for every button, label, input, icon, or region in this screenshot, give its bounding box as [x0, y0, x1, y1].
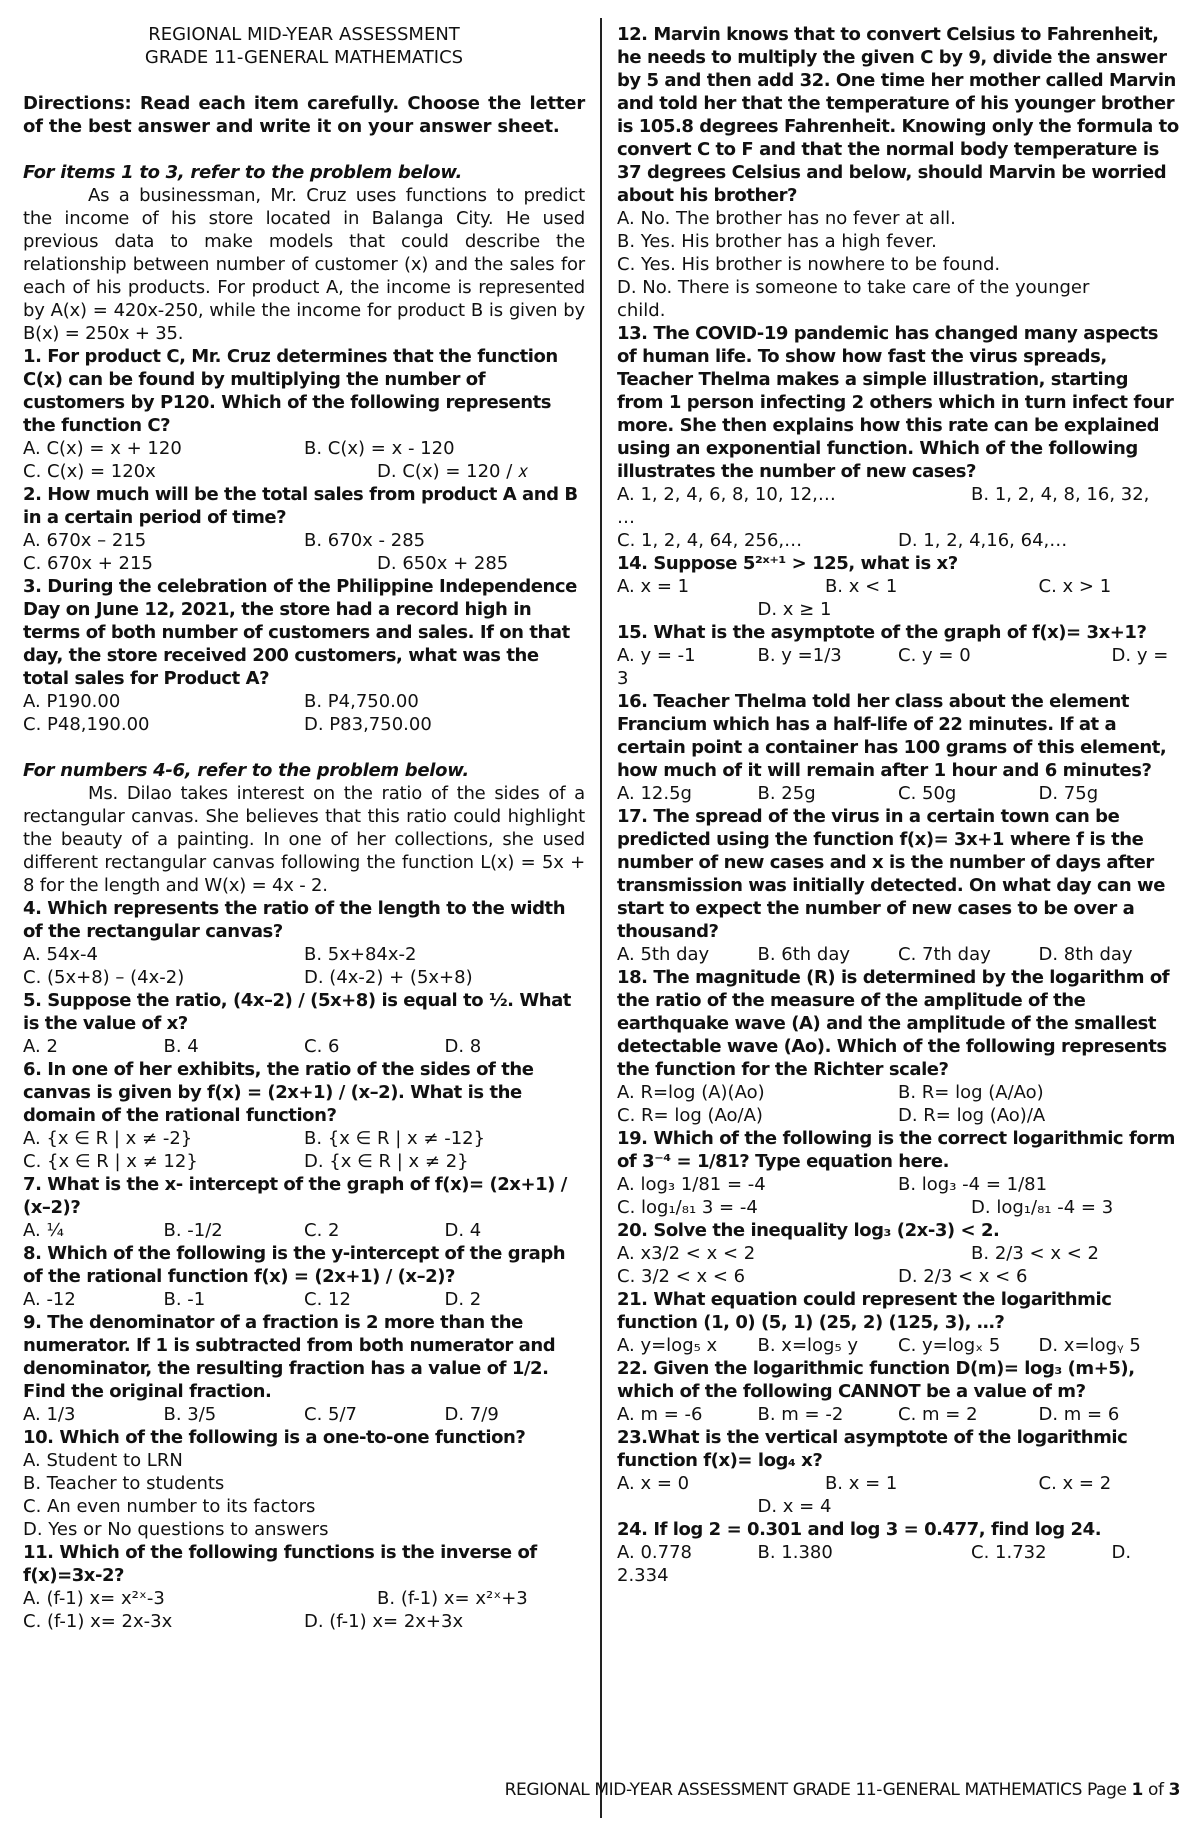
- question-2-choice: B. 670x - 285: [304, 530, 426, 551]
- question-21-choice: C. y=logₓ 5: [898, 1335, 1001, 1356]
- question-14-choice: C. x > 1: [1038, 576, 1112, 597]
- choice-row: [617, 207, 1179, 230]
- question-13-choice: D. 1, 2, 4,16, 64,…: [898, 530, 1068, 551]
- question-19-stem: 19. Which of the following is the correct logarithmic form of 3⁻⁴ = 1/81? Type equation here.: [617, 1128, 1175, 1172]
- question-4-choice: C. (5x+8) – (4x-2): [23, 967, 185, 988]
- question-22-choice: D. m = 6: [1038, 1404, 1120, 1425]
- question-17-choice: A. 5th day: [617, 944, 710, 965]
- choice-row: [23, 966, 585, 989]
- question-12-choice: D. No. There is someone to take care of the younger: [617, 277, 1090, 298]
- question-6-choice: C. {x ∈ R | x ≠ 12}: [23, 1151, 198, 1172]
- question-22-stem: 22. Given the logarithmic function D(m)= log₃ (m+5), which of the following CANNOT be a value of m?: [617, 1358, 1135, 1402]
- question-19-choice: C. log₁/₈₁ 3 = -4: [617, 1197, 758, 1218]
- choice-row: [617, 598, 1179, 621]
- question-7-stem: 7. What is the x- intercept of the graph of f(x)= (2x+1) / (x–2)?: [23, 1174, 567, 1218]
- question-14-choice: D. x ≥ 1: [757, 599, 832, 620]
- question-20-choice: A. x3/2 < x < 2: [617, 1243, 756, 1264]
- question-12-choice: A. No. The brother has no fever at all.: [617, 208, 956, 229]
- question-18-choice: B. R= log (A/Ao): [898, 1082, 1044, 1103]
- question-18-choice: D. R= log (Ao)/A: [898, 1105, 1046, 1126]
- choice-row: [617, 483, 1179, 506]
- question-1-stem: 1. For product C, Mr. Cruz determines that the function C(x) can be found by multiplying the number of customers by P120. Which of the following represents the function C?: [23, 346, 558, 436]
- directions: Directions: Read each item carefully. Choose the letter of the best answer and write it on your answer sheet.: [23, 93, 585, 137]
- question-24-stem: 24. If log 2 = 0.301 and log 3 = 0.477, find log 24.: [617, 1519, 1102, 1540]
- choice-row: [23, 1150, 585, 1173]
- question-15-choice: A. y = -1: [617, 645, 696, 666]
- question-6-choice: D. {x ∈ R | x ≠ 2}: [304, 1151, 469, 1172]
- question-23-choice: B. x = 1: [824, 1473, 898, 1494]
- question-7-choice: D. 4: [444, 1220, 482, 1241]
- question-22-choice: B. m = -2: [757, 1404, 844, 1425]
- footer-page: 1: [1131, 1780, 1143, 1800]
- question-8-stem: 8. Which of the following is the y-intercept of the graph of the rational function f(x) = (2x+1) / (x–2)?: [23, 1243, 566, 1287]
- question-13-choice: C. 1, 2, 4, 64, 256,…: [617, 530, 803, 551]
- question-18-choice: A. R=log (A)(Ao): [617, 1082, 765, 1103]
- choice-row: [23, 1518, 585, 1541]
- question-17-choice: B. 6th day: [757, 944, 851, 965]
- question-22-choice: C. m = 2: [898, 1404, 978, 1425]
- page-footer: [505, 1779, 1180, 1802]
- choice-row: [23, 1127, 585, 1150]
- question-3-choice: A. P190.00: [23, 691, 121, 712]
- question-11-stem: 11. Which of the following functions is the inverse of f(x)=3x-2?: [23, 1542, 537, 1586]
- choice-row: [23, 1403, 585, 1426]
- choice-row: [617, 667, 1179, 690]
- question-19-choice: D. log₁/₈₁ -4 = 3: [971, 1197, 1114, 1218]
- question-8-choice: D. 2: [444, 1289, 482, 1310]
- question-15-stem: 15. What is the asymptote of the graph of f(x)= 3x+1?: [617, 622, 1147, 643]
- question-6-choice: A. {x ∈ R | x ≠ -2}: [23, 1128, 193, 1149]
- choice-row: [617, 644, 1179, 667]
- question-17-choice: D. 8th day: [1038, 944, 1133, 965]
- question-5-choice: A. 2: [23, 1036, 58, 1057]
- question-22-choice: A. m = -6: [617, 1404, 703, 1425]
- question-16-choice: B. 25g: [757, 783, 816, 804]
- question-7-choice: C. 2: [304, 1220, 340, 1241]
- question-12-choice: B. Yes. His brother has a high fever.: [617, 231, 937, 252]
- question-13-choice: A. 1, 2, 4, 6, 8, 10, 12,…: [617, 484, 836, 505]
- question-3-choice: D. P83,750.00: [304, 714, 432, 735]
- choice-row: [23, 713, 585, 736]
- choice-row: [617, 299, 1179, 322]
- question-13-stem: 13. The COVID-19 pandemic has changed many aspects of human life. To show how fast the virus spreads, Teacher Thelma makes a simple illustration, starting from 1 person infecting 2 others which in turn infect four more. She then explains how this rate can be explained using an exponential function. Which of the following illustrates the number of new cases?: [617, 323, 1174, 482]
- choice-row: [617, 230, 1179, 253]
- section2-heading: For numbers 4-6, refer to the problem below.: [23, 760, 469, 781]
- question-24-choice: B. 1.380: [757, 1542, 833, 1563]
- question-15-choice: C. y = 0: [898, 645, 971, 666]
- question-3-choice: B. P4,750.00: [304, 691, 419, 712]
- question-17-stem: 17. The spread of the virus in a certain town can be predicted using the function f(x)= 3x+1 where f is the number of new cases and x is the number of days after transmission was initially detected. On what day can we start to expect the number of new cases to be over a thousand?: [617, 806, 1165, 942]
- choice-row: [23, 529, 585, 552]
- question-3-stem: 3. During the celebration of the Philippine Independence Day on June 12, 2021, the store had a record high in terms of both number of customers and sales. If on that day, the store received 200 customers, what was the total sales for Product A?: [23, 576, 577, 689]
- question-18-stem: 18. The magnitude (R) is determined by the logarithm of the ratio of the measure of the amplitude of the earthquake wave (A) and the amplitude of the smallest detectable wave (Ao). Which of the following represents the function for the Richter scale?: [617, 967, 1170, 1080]
- question-6-stem: 6. In one of her exhibits, the ratio of the sides of the canvas is given by f(x) = (2x+1) / (x–2). What is the domain of the rational function?: [23, 1059, 534, 1126]
- question-1-choice: D. C(x) = 120 / 𝑥: [377, 461, 529, 482]
- choice-row: [617, 253, 1179, 276]
- question-13-choice: B. 1, 2, 4, 8, 16, 32,: [971, 484, 1150, 505]
- question-14-choice: A. x = 1: [617, 576, 690, 597]
- choice-row: [23, 943, 585, 966]
- question-1-choice: B. C(x) = x - 120: [304, 438, 455, 459]
- choice-row: [23, 1610, 585, 1633]
- choice-row: [617, 1196, 1179, 1219]
- choice-row: [617, 1472, 1179, 1495]
- question-1-choice: C. C(x) = 120x: [23, 461, 156, 482]
- right-column: [617, 23, 1179, 1587]
- question-16-choice: D. 75g: [1038, 783, 1099, 804]
- choice-row: [23, 552, 585, 575]
- question-7-choice: B. -1/2: [163, 1220, 223, 1241]
- question-15-choice: D. y =: [1111, 645, 1169, 666]
- question-18-choice: C. R= log (Ao/A): [617, 1105, 763, 1126]
- footer-text: REGIONAL MID-YEAR ASSESSMENT GRADE 11-GENERAL MATHEMATICS Page: [504, 1780, 1132, 1800]
- question-8-choice: A. -12: [23, 1289, 76, 1310]
- question-4-choice: B. 5x+84x-2: [304, 944, 417, 965]
- question-19-choice: A. log₃ 1/81 = -4: [617, 1174, 766, 1195]
- choice-row: [617, 1541, 1179, 1564]
- footer-total: 3: [1168, 1780, 1180, 1800]
- choice-row: [617, 1495, 1179, 1518]
- question-11-choice: A. (f-1) x= x²ˣ-3: [23, 1588, 165, 1609]
- question-20-choice: D. 2/3 < x < 6: [898, 1266, 1028, 1287]
- header-title-line1: REGIONAL MID-YEAR ASSESSMENT: [148, 24, 460, 45]
- question-10-choice: B. Teacher to students: [23, 1473, 225, 1494]
- choice-row: [617, 943, 1179, 966]
- question-2-choice: D. 650x + 285: [377, 553, 509, 574]
- question-24-choice: D.: [1111, 1542, 1132, 1563]
- question-9-choice: C. 5/7: [304, 1404, 357, 1425]
- question-20-choice: B. 2/3 < x < 2: [971, 1243, 1099, 1264]
- choice-row: [617, 506, 1179, 529]
- choice-row: [617, 782, 1179, 805]
- choice-row: [617, 276, 1179, 299]
- choice-row: [23, 1495, 585, 1518]
- question-4-stem: 4. Which represents the ratio of the length to the width of the rectangular canvas?: [23, 898, 566, 942]
- choice-row: [23, 1449, 585, 1472]
- question-24-choice: C. 1.732: [971, 1542, 1047, 1563]
- question-14-choice: B. x < 1: [824, 576, 898, 597]
- question-10-choice: A. Student to LRN: [23, 1450, 183, 1471]
- choice-row: [23, 690, 585, 713]
- question-23-stem: 23.What is the vertical asymptote of the logarithmic function f(x)= log₄ x?: [617, 1427, 1128, 1471]
- question-23-choice: D. x = 4: [757, 1496, 832, 1517]
- question-21-stem: 21. What equation could represent the logarithmic function (1, 0) (5, 1) (25, 2) (125, 3), …?: [617, 1289, 1112, 1333]
- question-10-stem: 10. Which of the following is a one-to-one function?: [23, 1427, 526, 1448]
- question-16-choice: C. 50g: [898, 783, 957, 804]
- choice-row: [617, 1081, 1179, 1104]
- question-3-choice: C. P48,190.00: [23, 714, 150, 735]
- question-12-stem: 12. Marvin knows that to convert Celsius to Fahrenheit, he needs to multiply the given C by 9, divide the answer by 5 and then add 32. One time her mother called Marvin and told her that the temperature of his younger brother is 105.8 degrees Fahrenheit. Knowing only the formula to convert C to F and that the normal body temperature is 37 degrees Celsius and below, should Marvin be worried about his brother?: [617, 24, 1179, 206]
- choice-row: [23, 437, 585, 460]
- question-15-choice: 3: [617, 668, 629, 689]
- choice-row: [617, 1265, 1179, 1288]
- choice-row: [617, 1104, 1179, 1127]
- question-14-stem: 14. Suppose 5²ˣ⁺¹ > 125, what is x?: [617, 553, 958, 574]
- question-4-choice: A. 54x-4: [23, 944, 98, 965]
- question-5-choice: B. 4: [163, 1036, 199, 1057]
- section1-text: As a businessman, Mr. Cruz uses functions to predict the income of his store located in Balanga City. He used previous data to make models that could describe the relationship between number of customer (x) and the sales for each of his products. For product A, the income is represented by A(x) = 420x-250, while the income for product B is given by B(x) = 250x + 35.: [23, 185, 585, 344]
- column-divider: [600, 18, 602, 1818]
- question-9-stem: 9. The denominator of a fraction is 2 more than the numerator. If 1 is subtracted from both numerator and denominator, the resulting fraction has a value of 1/2. Find the original fraction.: [23, 1312, 556, 1402]
- questions-4-11: [23, 897, 585, 1633]
- question-17-choice: C. 7th day: [898, 944, 991, 965]
- question-10-choice: D. Yes or No questions to answers: [23, 1519, 329, 1540]
- question-16-stem: 16. Teacher Thelma told her class about the element Francium which has a half-life of 22 minutes. If at a certain point a container has 100 grams of this element, how much of it will remain after 1 hour and 6 minutes?: [617, 691, 1167, 781]
- question-6-choice: B. {x ∈ R | x ≠ -12}: [304, 1128, 486, 1149]
- question-1-choice: A. C(x) = x + 120: [23, 438, 182, 459]
- choice-row: [617, 1403, 1179, 1426]
- question-9-choice: B. 3/5: [163, 1404, 217, 1425]
- question-20-choice: C. 3/2 < x < 6: [617, 1266, 746, 1287]
- question-23-choice: A. x = 0: [617, 1473, 690, 1494]
- question-5-choice: D. 8: [444, 1036, 482, 1057]
- question-23-choice: C. x = 2: [1038, 1473, 1112, 1494]
- questions-1-3: [23, 345, 585, 736]
- question-21-choice: B. x=log₅ y: [757, 1335, 859, 1356]
- question-16-choice: A. 12.5g: [617, 783, 692, 804]
- choice-row: [23, 1288, 585, 1311]
- choice-row: [617, 1173, 1179, 1196]
- choice-row: [617, 1242, 1179, 1265]
- question-13-choice: …: [617, 507, 635, 528]
- question-11-choice: B. (f-1) x= x²ˣ+3: [377, 1588, 528, 1609]
- question-24-choice: 2.334: [617, 1565, 669, 1586]
- question-12-choice: C. Yes. His brother is nowhere to be found.: [617, 254, 1001, 275]
- question-5-choice: C. 6: [304, 1036, 340, 1057]
- choice-row: [23, 1587, 585, 1610]
- question-2-choice: A. 670x – 215: [23, 530, 147, 551]
- question-19-choice: B. log₃ -4 = 1/81: [898, 1174, 1048, 1195]
- question-24-choice: A. 0.778: [617, 1542, 692, 1563]
- question-21-choice: D. x=logᵧ 5: [1038, 1335, 1141, 1356]
- choice-row: [23, 1472, 585, 1495]
- question-8-choice: B. -1: [163, 1289, 206, 1310]
- question-5-stem: 5. Suppose the ratio, (4x–2) / (5x+8) is equal to ½. What is the value of x?: [23, 990, 571, 1034]
- question-12-choice: child.: [617, 300, 666, 321]
- choice-row: [617, 1564, 1179, 1587]
- choice-row: [617, 575, 1179, 598]
- question-11-choice: D. (f-1) x= 2x+3x: [304, 1611, 464, 1632]
- question-4-choice: D. (4x-2) + (5x+8): [304, 967, 473, 988]
- footer-of: of: [1142, 1780, 1169, 1800]
- question-9-choice: A. 1/3: [23, 1404, 76, 1425]
- question-10-choice: C. An even number to its factors: [23, 1496, 316, 1517]
- question-2-choice: C. 670x + 215: [23, 553, 153, 574]
- question-20-stem: 20. Solve the inequality log₃ (2x-3) < 2.: [617, 1220, 1000, 1241]
- choice-row: [617, 1334, 1179, 1357]
- section2-text: Ms. Dilao takes interest on the ratio of the sides of a rectangular canvas. She believes that this ratio could highlight the beauty of a painting. In one of her collections, she used different rectangular canvas following the function L(x) = 5x + 8 for the length and W(x) = 4x - 2.: [23, 783, 585, 896]
- question-2-stem: 2. How much will be the total sales from product A and B in a certain period of time?: [23, 484, 578, 528]
- choice-row: [23, 1035, 585, 1058]
- question-7-choice: A. ¼: [23, 1220, 64, 1241]
- question-21-choice: A. y=log₅ x: [617, 1335, 718, 1356]
- question-11-choice: C. (f-1) x= 2x-3x: [23, 1611, 173, 1632]
- choice-row: [23, 460, 585, 483]
- choice-row: [23, 1219, 585, 1242]
- choice-row: [617, 529, 1179, 552]
- question-8-choice: C. 12: [304, 1289, 351, 1310]
- question-15-choice: B. y =1/3: [757, 645, 842, 666]
- header-title-line2: GRADE 11-GENERAL MATHEMATICS: [144, 47, 464, 68]
- left-column: [23, 23, 585, 1633]
- questions-12-24: [617, 23, 1179, 1587]
- section1-heading: For items 1 to 3, refer to the problem below.: [23, 162, 463, 183]
- question-9-choice: D. 7/9: [444, 1404, 499, 1425]
